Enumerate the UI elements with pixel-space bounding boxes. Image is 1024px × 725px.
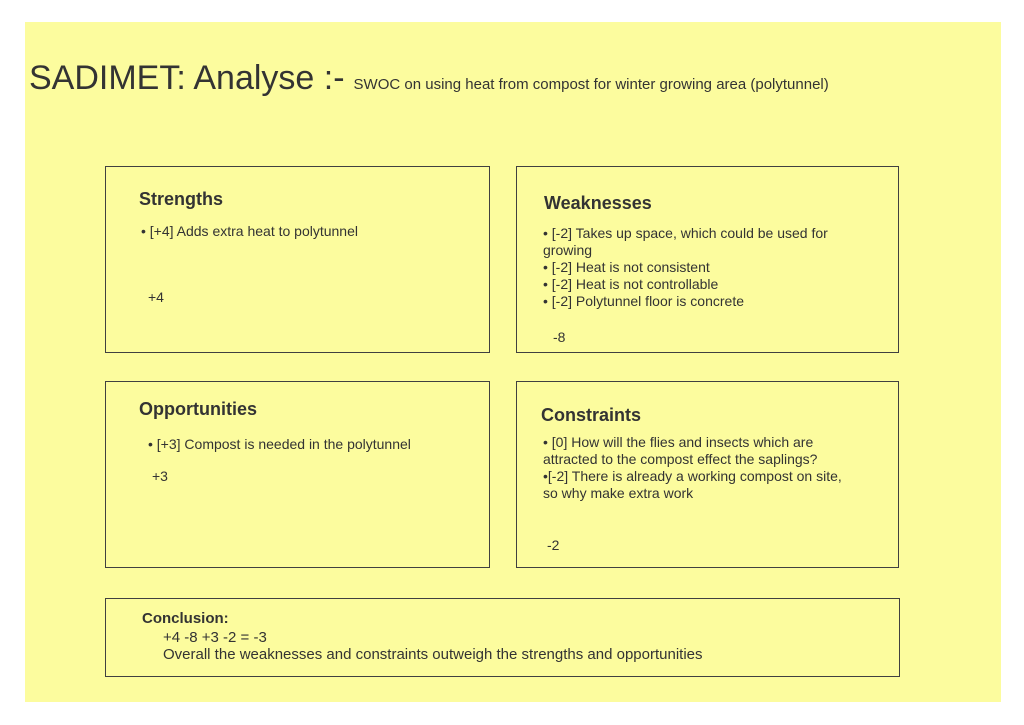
constraints-box	[516, 381, 899, 568]
constraints-items	[543, 434, 845, 502]
opportunities-score: +3	[152, 468, 168, 484]
weaknesses-items	[543, 225, 863, 310]
constraints-title: Constraints	[541, 405, 642, 425]
weaknesses-title: Weaknesses	[544, 193, 652, 213]
swoc-canvas	[25, 22, 1001, 702]
strengths-box	[105, 166, 490, 353]
conclusion-calculation: +4 -8 +3 -2 = -3	[163, 629, 267, 646]
weaknesses-score: -8	[553, 329, 566, 345]
title-subtitle: SWOC on using heat from compost for winter growing area (polytunnel)	[353, 76, 829, 93]
swoc-item: •[-2] There is already a working compost on site, so why make extra work	[543, 468, 842, 501]
swoc-item: • [+4] Adds extra heat to polytunnel	[141, 223, 358, 239]
swoc-item: • [-2] Heat is not consistent	[543, 259, 710, 275]
title-main: SADIMET: Analyse :-	[29, 59, 345, 97]
conclusion-summary: Overall the weaknesses and constraints outweigh the strengths and opportunities	[163, 646, 703, 663]
swoc-item: • [+3] Compost is needed in the polytunnel	[148, 436, 411, 452]
constraints-score: -2	[547, 537, 560, 553]
conclusion-box	[105, 598, 900, 677]
swoc-item: • [-2] Takes up space, which could be used for growing	[543, 225, 828, 258]
page-title	[29, 58, 829, 98]
swoc-item: • [-2] Polytunnel floor is concrete	[543, 293, 744, 309]
opportunities-title: Opportunities	[139, 399, 257, 419]
strengths-score: +4	[148, 289, 164, 305]
opportunities-box	[105, 381, 490, 568]
opportunities-items	[148, 436, 468, 453]
swoc-item: • [-2] Heat is not controllable	[543, 276, 719, 292]
strengths-title: Strengths	[139, 189, 224, 209]
swoc-item: • [0] How will the flies and insects which are attracted to the compost effect the saplings?	[543, 434, 818, 467]
conclusion-title: Conclusion:	[142, 610, 229, 627]
weaknesses-box	[516, 166, 899, 353]
strengths-items	[141, 223, 461, 240]
